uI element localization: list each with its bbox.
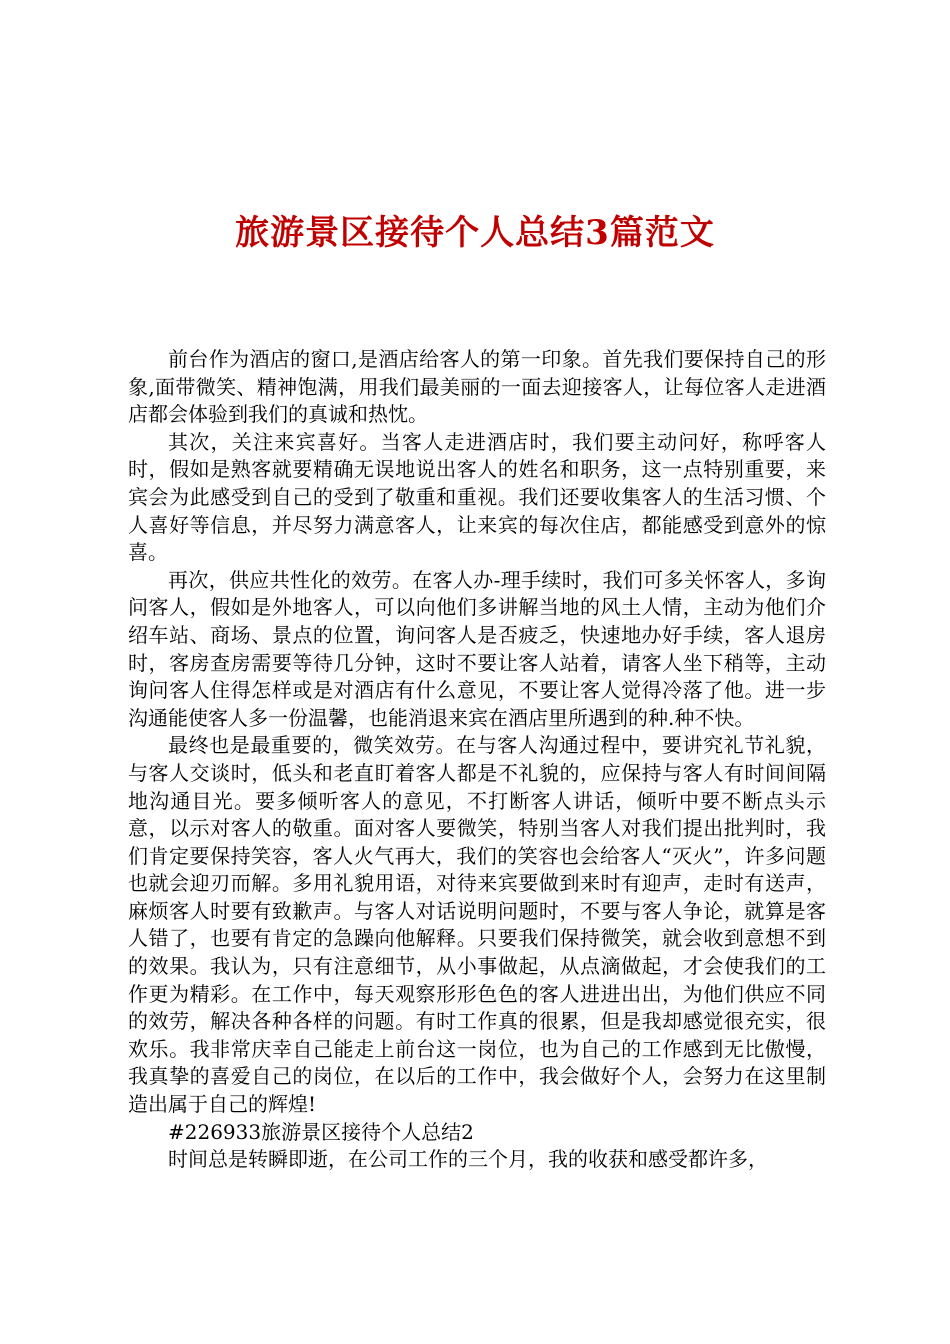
document-title: 旅游景区接待个人总结3篇范文 [235,213,715,253]
paragraph-personalized-service: 再次，供应共性化的效劳。在客人办-理手续时，我们可多关怀客人，多询问客人，假如是外地客人，可以向他们多讲解当地的风土人情，主动为他们介绍车站、商场、景点的位置，询问客人是否疲乏，快速地办好手续，客人退房时，客房查房需要等待几分钟，这时不要让客人站着，请客人坐下稍等，主动询问客人住得怎样或是对酒店有什么意见，不要让客人觉得冷落了他。进一步沟通能使客人多一份温馨，也能消退来宾在酒店里所遇到的种.种不快。 [128,567,826,730]
paragraph-smile-service: 最终也是最重要的，微笑效劳。在与客人沟通过程中，要讲究礼节礼貌，与客人交谈时，低头和老直盯着客人都是不礼貌的，应保持与客人有时间间隔地沟通目光。要多倾听客人的意见，不打断客人讲话，倾听中要不断点头示意，以示对客人的敬重。面对客人要微笑，特别当客人对我们提出批判时，我们肯定要保持笑容，客人火气再大，我们的笑容也会给客人“灭火”，许多问题也就会迎刃而解。多用礼貌用语，对待来宾要做到来时有迎声，走时有送声，麻烦客人时要有致歉声。与客人对话说明问题时，不要与客人争论，就算是客人错了，也要有肯定的急躁向他解释。只要我们保持微笑，就会收到意想不到的效果。我认为，只有注意细节，从小事做起，从点滴做起，才会使我们的工作更为精彩。在工作中，每天观察形形色色的客人进进出出，为他们供应不同的效劳，解决各种各样的问题。有时工作真的很累，但是我却感觉很充实，很欢乐。我非常庆幸自己能走上前台这一岗位，也为自己的工作感到无比傲慢，我真挚的喜爱自己的岗位，在以后的工作中，我会做好个人，会努力在这里制造出属于自己的辉煌! [128,733,826,1117]
paragraph-guest-preferences: 其次，关注来宾喜好。当客人走进酒店时，我们要主动问好，称呼客人时，假如是熟客就要精确无误地说出客人的姓名和职务，这一点特别重要，来宾会为此感受到自己的受到了敬重和重视。我们还要收集客人的生活习惯、个人喜好等信息，并尽努力满意客人，让来宾的每次住店，都能感受到意外的惊喜。 [128,429,826,565]
section-heading-summary-2: #226933旅游景区接待个人总结2 [168,1119,474,1144]
document-body [128,346,826,1174]
paragraph-front-desk: 前台作为酒店的窗口,是酒店给客人的第一印象。首先我们要保持自己的形象,面带微笑、精神饱满，用我们最美丽的一面去迎接客人，让每位客人走进酒店都会体验到我们的真诚和热忱。 [128,347,826,427]
paragraph-summary-2-intro: 时间总是转瞬即逝，在公司工作的三个月，我的收获和感受都许多， [168,1147,768,1172]
